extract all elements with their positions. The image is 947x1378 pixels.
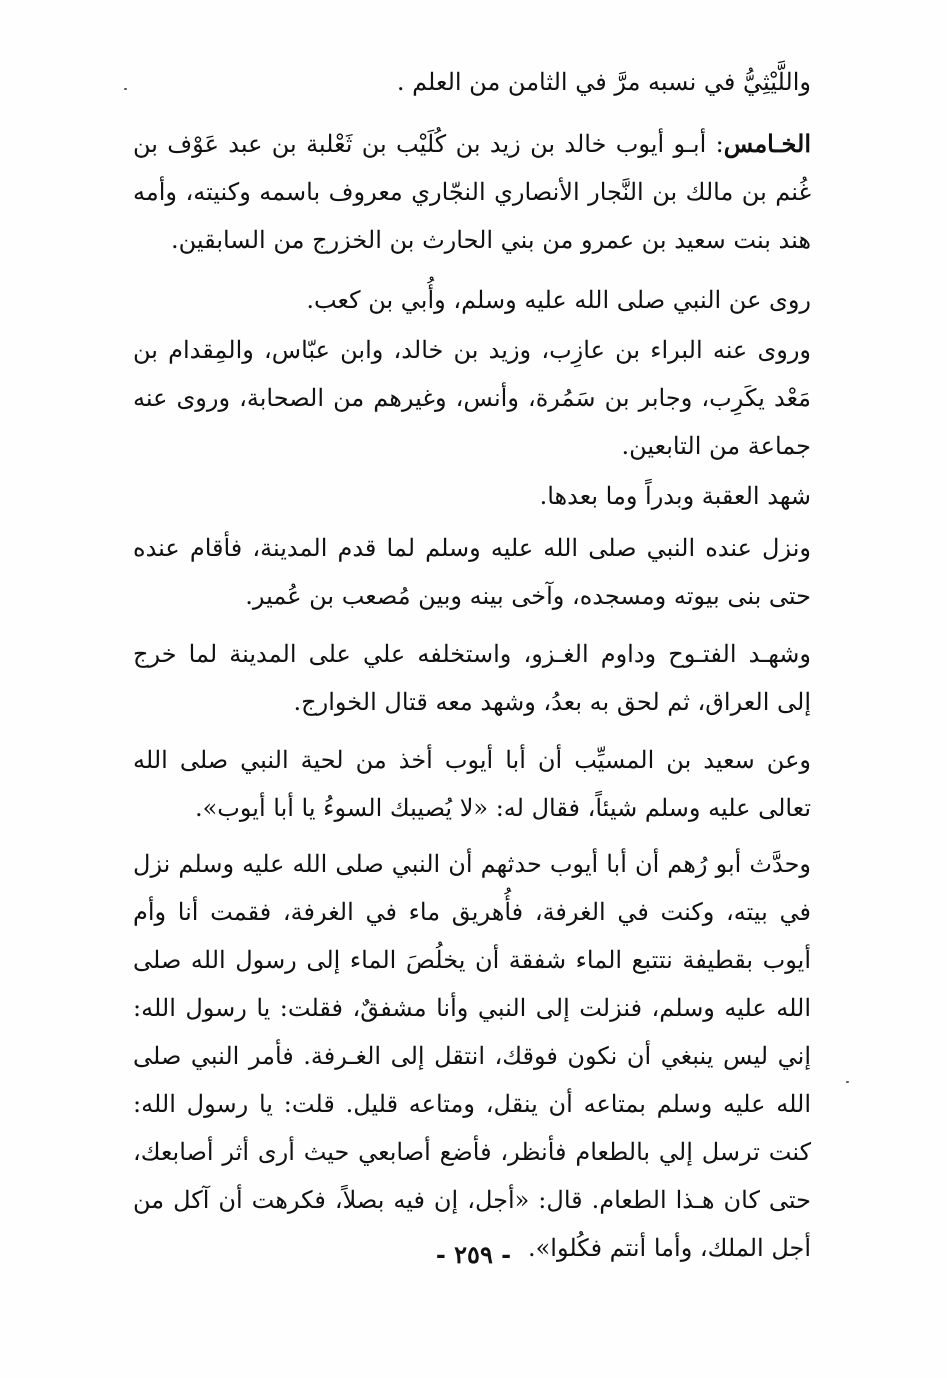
paragraph-block xyxy=(133,276,811,324)
paragraph-text: ونزل عنده النبي صلى الله عليه وسلم لما قدم المدينة، فأقام عنده حتى بنى بيوته ومسجده، وآخى بينه وبين مُصعب بن عُمير. xyxy=(133,534,811,610)
paragraph-block xyxy=(133,630,811,726)
scan-speck xyxy=(846,1081,849,1083)
paragraph-text: وروى عنه البراء بن عازِب، وزيد بن خالد، وابن عبّاس، والمِقدام بن مَعْد يكَرِب، وجابر بن سَمُرة، وأنس، وغيرهم من الصحابة، وروى عنه جماعة من التابعين. xyxy=(133,336,811,460)
paragraph-text: وحدَّث أبو رُهم أن أبا أيوب حدثهم أن النبي صلى الله عليه وسلم نزل في بيته، وكنت في الغرفة، فأُهريق ماء في الغرفة، فقمت أنا وأم أيوب بقطيفة نتتبع الماء شفقة أن يخلُصَ الماء إلى رسول الله صلى الله عليه وسلم، فنزلت إلى النبي وأنا مشفقٌ، فقلت: يا رسول الله: إني ليس ينبغي أن نكون فوقك، انتقل إلى الغـرفة. فأمر النبي صلى الله عليه وسلم بمتاعه أن ينقل، ومتاعه قليل. قلت: يا رسول الله: كنت ترسل إلي بالطعام فأنظر، فأضع أصابعي حيث أرى أثر أصابعك، حتى كان هـذا الطعام. قال: «أجل، إن فيه بصلاً، فكرهت أن آكل من أجل الملك، وأما أنتم فكُلوا». xyxy=(133,850,812,1262)
paragraph-text: وشهـد الفتـوح وداوم الغـزو، واستخلفه علي على المدينة لما خرج إلى العراق، ثم لحق به بعدُ، وشهد معه قتال الخوارج. xyxy=(133,640,811,716)
paragraph-laythi-lineage xyxy=(133,58,811,106)
paragraph-ibn-musayyib xyxy=(133,736,811,832)
paragraph-abu-ruhm-story xyxy=(133,840,811,1272)
paragraph-prophet-stay xyxy=(133,524,811,620)
scan-speck xyxy=(124,88,127,90)
paragraph-block xyxy=(133,472,811,520)
paragraph-text: وعن سعيد بن المسيِّب أن أبا أيوب أخذ من لحية النبي صلى الله تعالى عليه وسلم شيئاً، فقال له: «لا يُصيبك السوءُ يا أبا أيوب». xyxy=(133,746,811,822)
paragraph-block xyxy=(133,58,811,106)
paragraph-aqaba-badr xyxy=(133,472,811,520)
paragraph-text: روى عن النبي صلى الله عليه وسلم، وأُبي بن كعب. xyxy=(306,286,811,314)
paragraph-lead-heading: الخـامس xyxy=(723,129,811,158)
paragraph-narrators xyxy=(133,326,811,470)
paragraph-conquests xyxy=(133,630,811,726)
paragraph-block xyxy=(133,840,811,1272)
paragraph-text: شهد العقبة وبدراً وما بعدها. xyxy=(539,482,811,510)
paragraph-block xyxy=(133,326,811,470)
paragraph-text: : أبـو أيوب خالد بن زيد بن كُلَيْب بن ثَعْلبة بن عبد عَوْف بن غُنم بن مالك بن النَّجار الأنصاري النجّاري معروف باسمه وكنيته، وأمه هند بنت سعيد بن عمرو من بني الحارث بن الخزرج من السابقين. xyxy=(133,130,811,254)
paragraph-block xyxy=(133,736,811,832)
paragraph-text: واللَّيْثِيُّ في نسبه مرَّ في الثامن من العلم . xyxy=(396,68,811,96)
paragraph-block xyxy=(133,524,811,620)
paragraph-narrated-from xyxy=(133,276,811,324)
page-number: - ٢٥٩ - xyxy=(435,1240,512,1269)
paragraph-block xyxy=(133,120,811,264)
paragraph-fifth-abu-ayyub xyxy=(133,120,811,264)
